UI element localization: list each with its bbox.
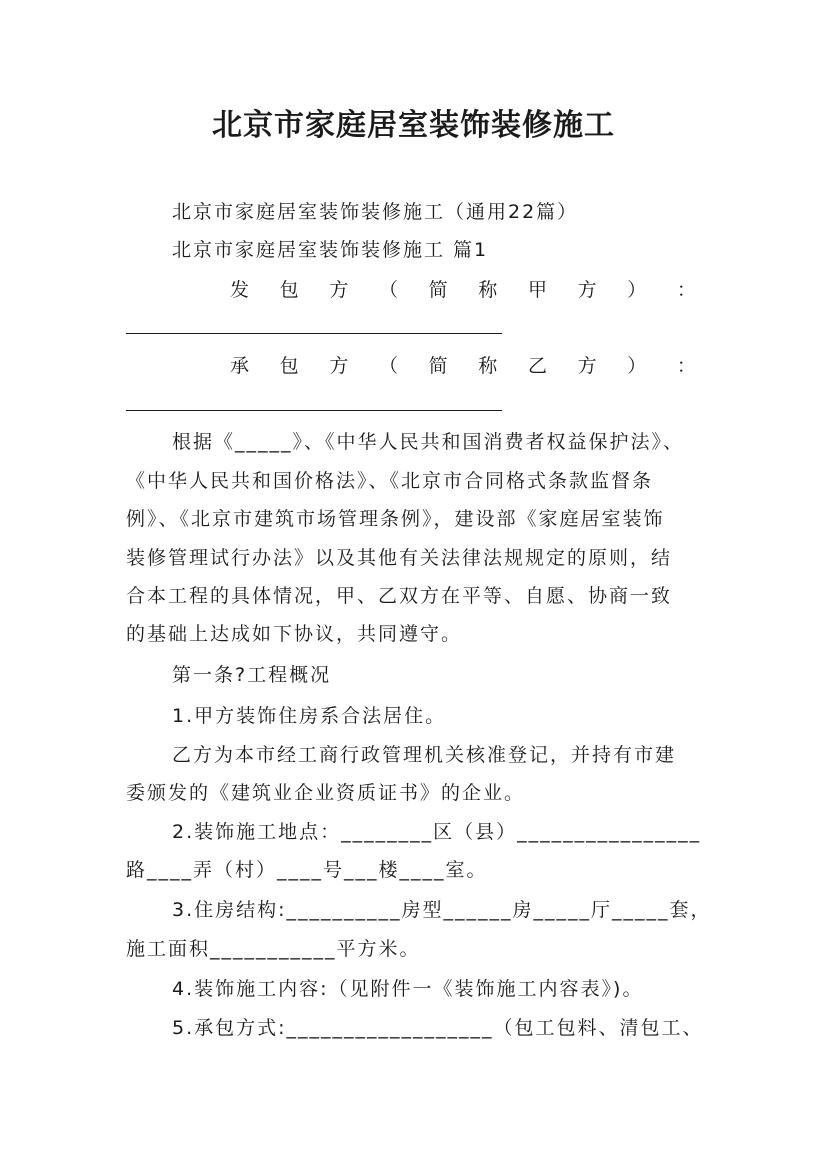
paragraph-line: 根据《_____》、《中华人民共和国消费者权益保护法》、 (172, 431, 685, 453)
clause-line: 路____弄（村）____号___楼____室。 (126, 859, 488, 881)
clause-line: 施工面积___________平方米。 (126, 938, 421, 960)
clause-line: 委颁发的《建筑业企业资质证书》的企业。 (126, 782, 526, 804)
paragraph-line: 的基础上达成如下协议，共同遵守。 (126, 623, 463, 645)
document-title: 北京市家庭居室装饰装修施工 (212, 108, 615, 143)
paragraph-line: 例》、《北京市建筑市场管理条例》，建设部《家庭居室装饰 (126, 508, 665, 530)
party-a-blank-line (126, 333, 502, 334)
paragraph-line: 装修管理试行办法》以及其他有关法律法规规定的原则，结 (126, 547, 673, 569)
clause-line: 3.住房结构:__________房型______房_____厅_____套， (172, 899, 712, 921)
clause-line: 乙方为本市经工商行政管理机关核准登记，并持有市建 (172, 744, 677, 766)
party-a-line: 发 包 方 （ 简 称 甲 方 ） ： (230, 279, 696, 301)
paragraph-line: 《中华人民共和国价格法》、《北京市合同格式条款监督条 (126, 470, 654, 492)
clause-line: 1.甲方装饰住房系合法居住。 (172, 705, 447, 727)
clause-line: 4.装饰施工内容:（见附件一《装饰施工内容表》)。 (172, 978, 644, 1000)
party-b-line: 承 包 方 （ 简 称 乙 方 ） ： (230, 355, 696, 377)
clause-line: 5.承包方式:__________________（包工包料、清包工、 (172, 1017, 704, 1039)
party-b-blank-line (126, 410, 502, 411)
article-heading: 第一条?工程概况 (172, 664, 332, 686)
section-heading: 北京市家庭居室装饰装修施工 篇1 (172, 239, 489, 261)
paragraph-line: 合本工程的具体情况，甲、乙双方在平等、自愿、协商一致 (126, 585, 673, 607)
clause-line: 2.装饰施工地点：________区（县）________________ (172, 821, 702, 843)
subtitle-line: 北京市家庭居室装饰装修施工（通用22篇） (172, 201, 579, 223)
